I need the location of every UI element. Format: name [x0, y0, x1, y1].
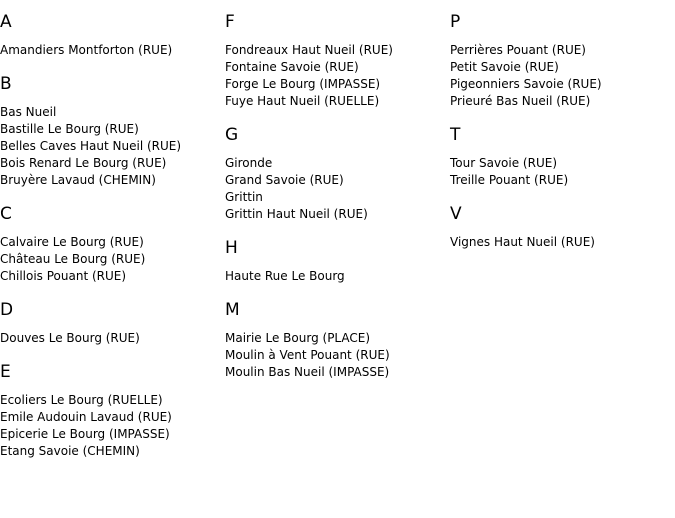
- letter-group: [0, 362, 222, 460]
- group-letter-heading: P: [450, 12, 461, 32]
- street-list: [0, 42, 222, 59]
- street-list: [0, 104, 222, 189]
- street-name: Forge Le Bourg (IMPASSE): [225, 77, 381, 91]
- street-list: [450, 42, 672, 110]
- letter-group: [225, 238, 447, 285]
- street-name: Gironde: [225, 156, 273, 170]
- street-name: Château Le Bourg (RUE): [0, 252, 146, 266]
- letter-group: [225, 125, 447, 223]
- street-name: Grittin Haut Nueil (RUE): [225, 207, 368, 221]
- street-name: Bruyère Lavaud (CHEMIN): [0, 173, 156, 187]
- street-name: Fontaine Savoie (RUE): [225, 60, 359, 74]
- index-column: [225, 12, 447, 396]
- street-name: Grand Savoie (RUE): [225, 173, 344, 187]
- group-letter-heading: E: [0, 362, 11, 382]
- group-letter-heading: T: [450, 125, 461, 145]
- street-name: Grittin: [225, 190, 263, 204]
- street-name: Douves Le Bourg (RUE): [0, 331, 140, 345]
- letter-group: [0, 74, 222, 189]
- street-list: [0, 392, 222, 460]
- letter-group: [450, 204, 672, 251]
- street-name: Calvaire Le Bourg (RUE): [0, 235, 144, 249]
- street-name: Bois Renard Le Bourg (RUE): [0, 156, 167, 170]
- group-letter-heading: V: [450, 204, 462, 224]
- street-name: Moulin à Vent Pouant (RUE): [225, 348, 390, 362]
- street-name: Mairie Le Bourg (PLACE): [225, 331, 371, 345]
- street-name: Treille Pouant (RUE): [450, 173, 569, 187]
- street-list: [0, 234, 222, 285]
- letter-group: [0, 204, 222, 285]
- street-name: Fuye Haut Nueil (RUELLE): [225, 94, 380, 108]
- letter-group: [225, 12, 447, 110]
- group-letter-heading: B: [0, 74, 12, 94]
- letter-group: [450, 12, 672, 110]
- street-name: Epicerie Le Bourg (IMPASSE): [0, 427, 170, 441]
- letter-group: [450, 125, 672, 189]
- street-name: Emile Audouin Lavaud (RUE): [0, 410, 172, 424]
- street-name: Vignes Haut Nueil (RUE): [450, 235, 595, 249]
- street-name: Prieuré Bas Nueil (RUE): [450, 94, 591, 108]
- street-list: [0, 330, 222, 347]
- index-column: [450, 12, 672, 266]
- group-letter-heading: G: [225, 125, 239, 145]
- group-letter-heading: H: [225, 238, 238, 258]
- street-name: Bas Nueil: [0, 105, 57, 119]
- group-letter-heading: M: [225, 300, 240, 320]
- street-name: Perrières Pouant (RUE): [450, 43, 586, 57]
- street-name: Fondreaux Haut Nueil (RUE): [225, 43, 393, 57]
- street-list: [225, 330, 447, 381]
- street-name: Ecoliers Le Bourg (RUELLE): [0, 393, 163, 407]
- street-name: Pigeonniers Savoie (RUE): [450, 77, 602, 91]
- letter-group: [0, 300, 222, 347]
- letter-group: [225, 300, 447, 381]
- street-name: Amandiers Montforton (RUE): [0, 43, 173, 57]
- group-letter-heading: A: [0, 12, 12, 32]
- group-letter-heading: C: [0, 204, 12, 224]
- street-list: [450, 155, 672, 189]
- street-name: Petit Savoie (RUE): [450, 60, 559, 74]
- street-name: Belles Caves Haut Nueil (RUE): [0, 139, 182, 153]
- index-column: [0, 12, 222, 475]
- street-list: [450, 234, 672, 251]
- street-name: Moulin Bas Nueil (IMPASSE): [225, 365, 390, 379]
- letter-group: [0, 12, 222, 59]
- street-name: Bastille Le Bourg (RUE): [0, 122, 139, 136]
- street-name: Haute Rue Le Bourg: [225, 269, 345, 283]
- street-list: [225, 155, 447, 223]
- group-letter-heading: F: [225, 12, 235, 32]
- street-name: Chillois Pouant (RUE): [0, 269, 127, 283]
- street-name: Tour Savoie (RUE): [450, 156, 557, 170]
- group-letter-heading: D: [0, 300, 14, 320]
- street-name: Etang Savoie (CHEMIN): [0, 444, 140, 458]
- street-list: [225, 268, 447, 285]
- street-list: [225, 42, 447, 110]
